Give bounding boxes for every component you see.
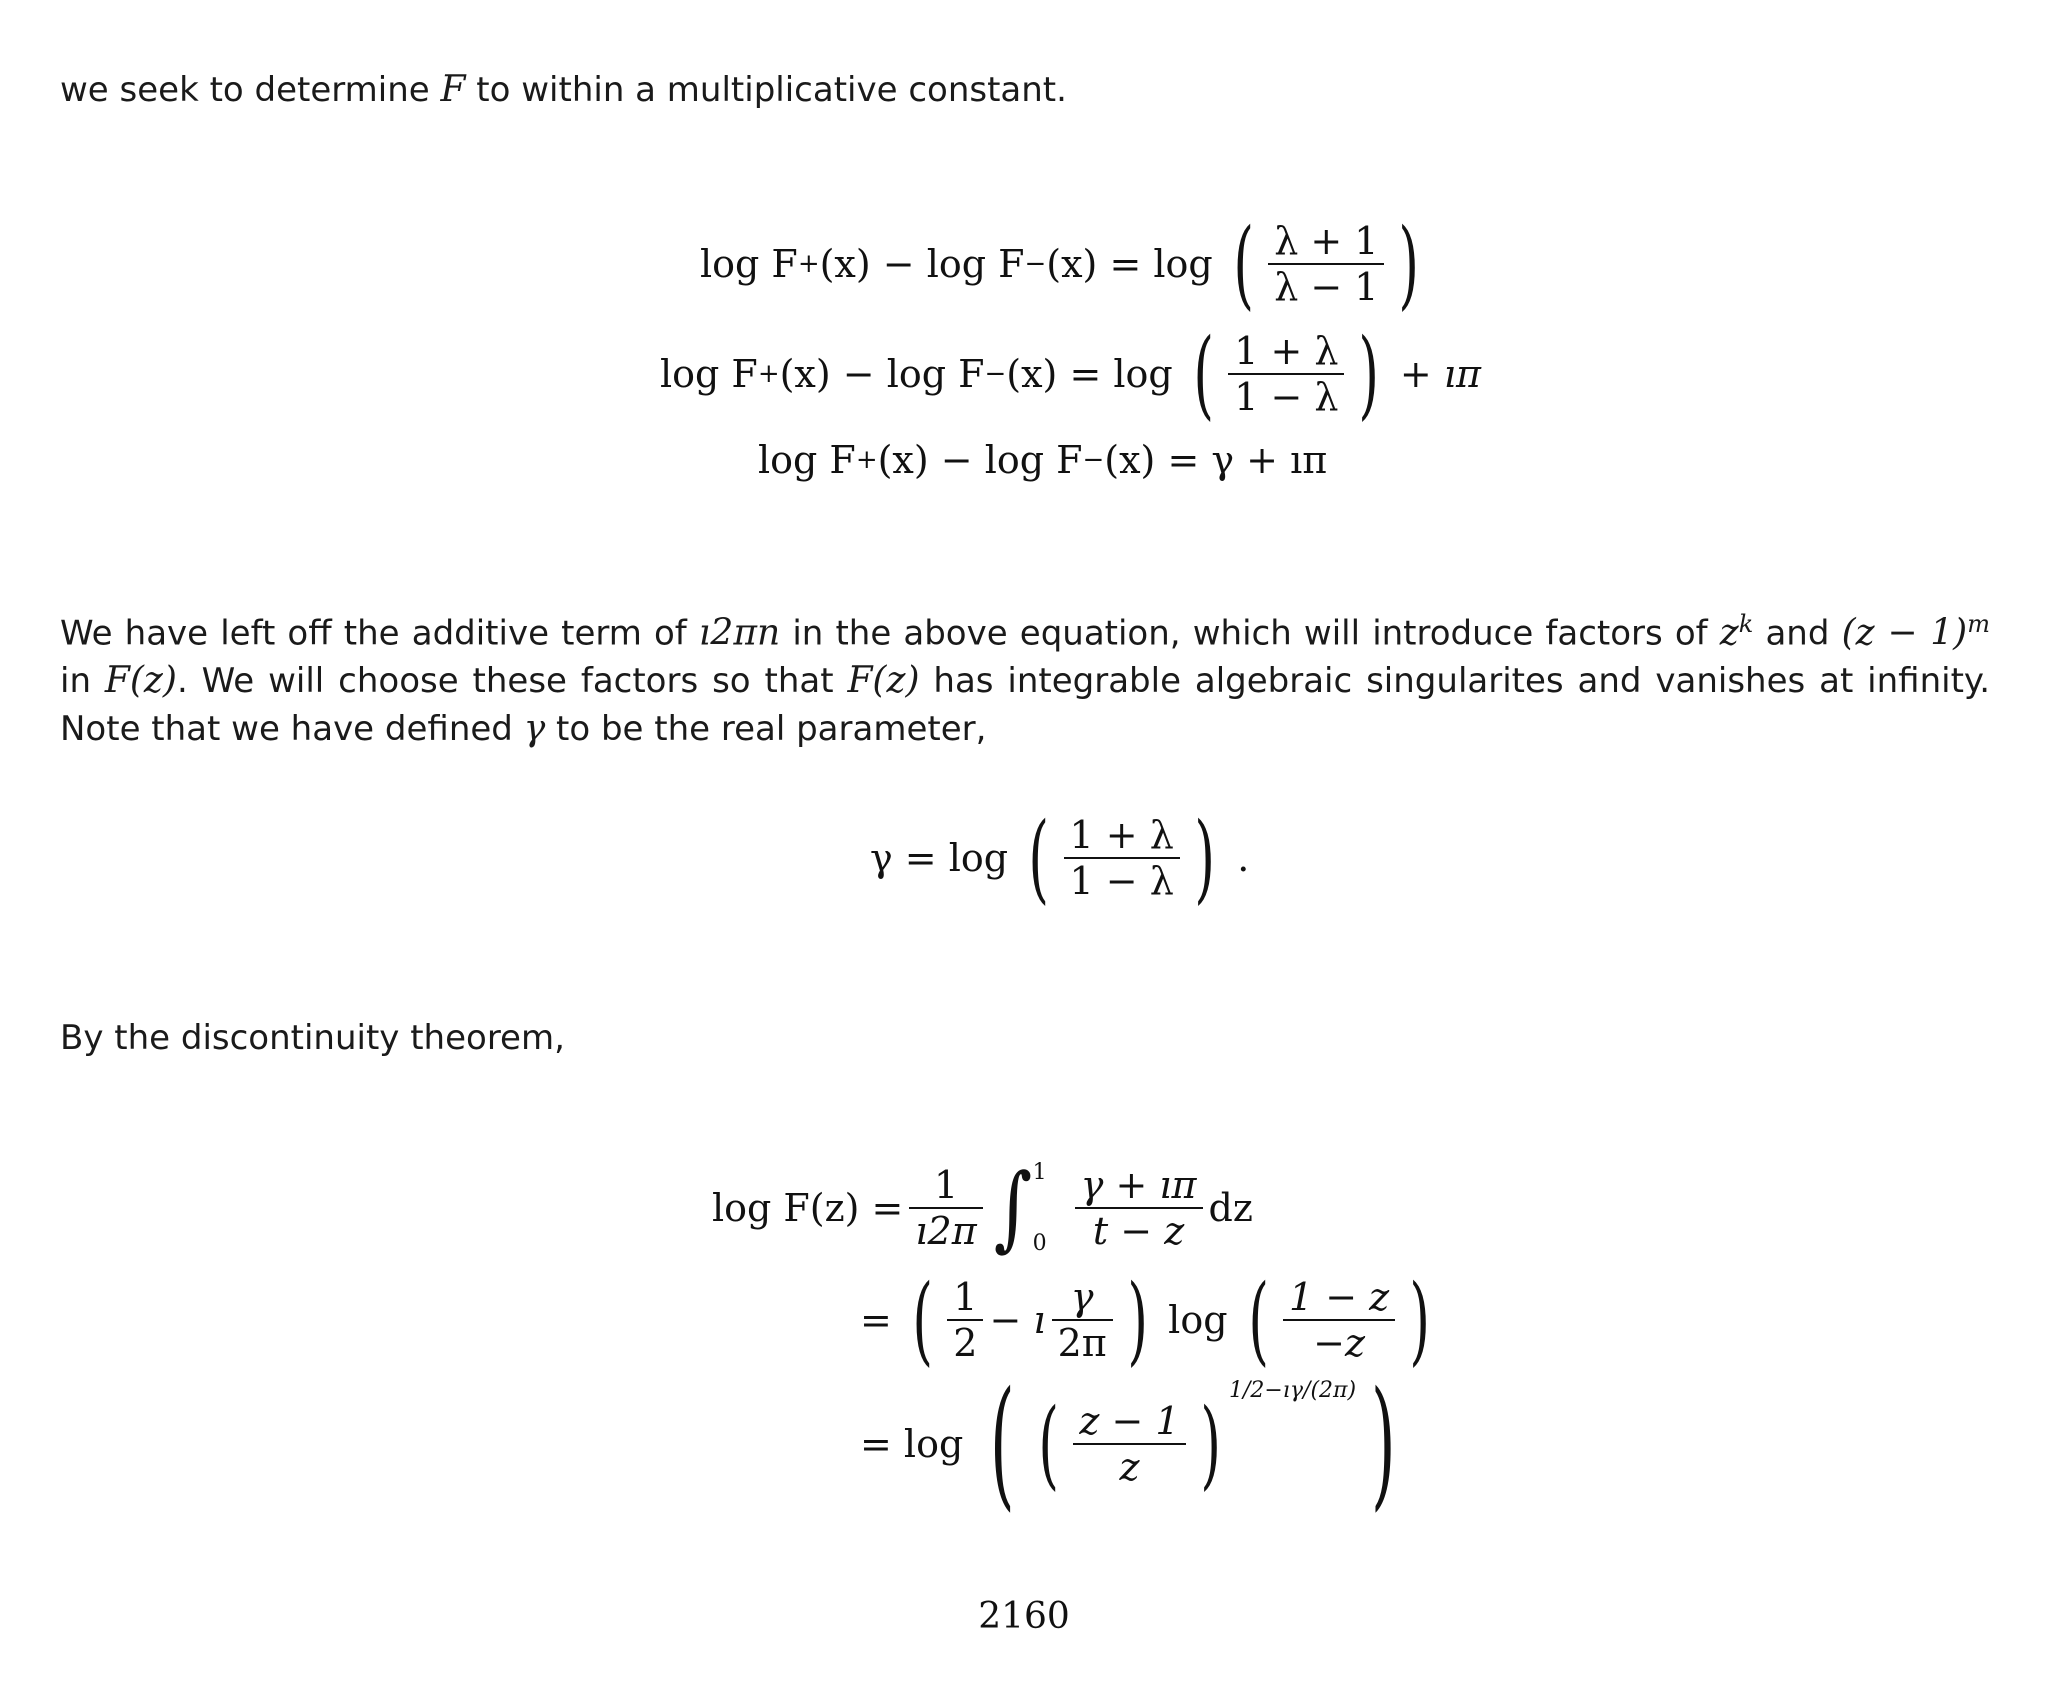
p2-text-5: . We will choose these factors so that xyxy=(176,661,848,702)
eq1-line-1 xyxy=(700,208,1428,320)
right-paren: ) xyxy=(1194,802,1215,914)
p2-text-1: We have left off the additive term of xyxy=(60,613,699,654)
p2-text-4: in xyxy=(60,661,105,702)
left-paren: ( xyxy=(1193,318,1214,430)
eq1-l3-sup-minus: − xyxy=(1082,445,1105,475)
eq3-line-1 xyxy=(712,1154,1253,1261)
frac-numerator: γ xyxy=(1070,1275,1094,1319)
outer-right-paren: ) xyxy=(1371,1362,1396,1525)
eq3-line-3 xyxy=(860,1362,1411,1525)
p2-text-3: and xyxy=(1753,613,1842,654)
math-exp-k: k xyxy=(1738,610,1754,638)
frac-denominator: 2 xyxy=(953,1321,978,1365)
frac-denominator: t − z xyxy=(1092,1209,1185,1253)
frac-numerator: λ + 1 xyxy=(1274,219,1379,263)
frac-numerator: 1 + λ xyxy=(1069,813,1174,857)
eq1-line-2 xyxy=(660,318,1481,430)
eq3-l2-log: log xyxy=(1168,1298,1228,1342)
frac-numerator: z − 1 xyxy=(1079,1399,1180,1443)
lower-limit: 0 xyxy=(1032,1231,1047,1256)
intro-text-2: to within a multiplicative constant. xyxy=(465,70,1067,110)
eq1-l2-sup-plus: + xyxy=(757,359,780,389)
frac-numerator: γ + ıπ xyxy=(1080,1163,1197,1207)
eq1-l1-sup-minus: − xyxy=(1024,249,1047,279)
paragraph-additive-term xyxy=(60,600,1990,753)
equation-gamma-definition xyxy=(0,802,2048,920)
eq3-l2-eq: = xyxy=(860,1298,892,1342)
eq1-l3-lhs: log F xyxy=(758,438,856,482)
left-paren: ( xyxy=(1247,1264,1269,1376)
left-paren: ( xyxy=(1028,802,1050,914)
eq3-l1-frac-1 xyxy=(909,1163,982,1253)
frac-denominator: 1 − λ xyxy=(1069,859,1174,903)
eq1-l2-tail: + ıπ xyxy=(1399,352,1481,396)
intro-text-1: we seek to determine xyxy=(60,70,441,110)
right-paren: ) xyxy=(1127,1264,1148,1376)
frac-numerator: 1 xyxy=(933,1163,959,1207)
right-paren: ) xyxy=(1398,208,1420,320)
eq1-l1-rest: (x) = log xyxy=(1046,242,1213,286)
eq3-l3-exponent: 1/2−ıγ/(2π) xyxy=(1229,1378,1357,1403)
eq1-l2-sup-minus: − xyxy=(984,359,1007,389)
eq3-l1-dz: dz xyxy=(1208,1186,1253,1230)
eq1-l3-mid: (x) − log F xyxy=(877,438,1083,482)
eq1-l2-mid: (x) − log F xyxy=(779,352,985,396)
math-F: F xyxy=(440,69,466,110)
eq1-l3-rest: (x) = γ + ıπ xyxy=(1104,438,1328,482)
paragraph-intro xyxy=(60,66,1990,114)
eq3-l1-frac-2 xyxy=(1075,1163,1203,1253)
left-paren: ( xyxy=(1233,208,1254,320)
eq1-l2-rest: (x) = log xyxy=(1006,352,1173,396)
integral-sign: ∫ xyxy=(993,1154,1032,1261)
eq2-period: . xyxy=(1237,836,1250,880)
eq1-l3-sup-plus: + xyxy=(855,445,878,475)
paragraph-discontinuity xyxy=(60,1014,1990,1062)
eq3-l2-frac-a xyxy=(947,1275,983,1365)
math-gamma: γ xyxy=(523,708,546,750)
frac-numerator: 1 + λ xyxy=(1234,329,1339,373)
eq1-l1-mid: (x) − log F xyxy=(819,242,1025,286)
outer-left-paren: ( xyxy=(990,1362,1015,1525)
eq1-line-3 xyxy=(758,438,1327,482)
frac-numerator: 1 xyxy=(953,1275,978,1319)
eq3-l2-frac-b xyxy=(1052,1275,1113,1365)
eq2-row xyxy=(870,802,1250,914)
eq1-l1-fraction xyxy=(1268,219,1384,309)
eq1-l2-fraction xyxy=(1228,329,1344,419)
eq3-l3-eq-log: = log xyxy=(860,1422,964,1466)
eq3-line-2 xyxy=(860,1264,1439,1376)
math-z-minus-1: (z − 1) xyxy=(1841,612,1968,654)
math-Fz: F(z) xyxy=(104,660,177,702)
inner-left-paren: ( xyxy=(1038,1388,1059,1500)
eq2-fraction xyxy=(1064,813,1180,903)
eq3-l2-frac-c xyxy=(1283,1275,1395,1365)
p2-text-7: to be the real parameter, xyxy=(545,709,987,750)
frac-denominator: 2π xyxy=(1057,1321,1107,1365)
frac-numerator: 1 − z xyxy=(1288,1275,1390,1319)
inner-right-paren: ) xyxy=(1199,1388,1221,1500)
p2-text-2: in the above equation, which will introduce factors of xyxy=(780,613,1720,654)
eq1-l1-sup-plus: + xyxy=(797,249,820,279)
page-number: 2160 xyxy=(978,1596,1070,1637)
p3-text: By the discontinuity theorem, xyxy=(60,1018,565,1058)
math-exp-m: m xyxy=(1967,610,1990,638)
eq3-l3-fraction xyxy=(1073,1399,1185,1489)
p2-text-6: has integrable algebraic singularites and vanishes at infinity. Note that we have defined xyxy=(60,661,1991,750)
equation-block-3 xyxy=(0,1154,2048,1525)
eq2-lhs: γ = log xyxy=(870,836,1009,880)
eq3-l1-lhs: log F(z) = xyxy=(712,1186,904,1230)
right-paren: ) xyxy=(1358,318,1380,430)
left-paren: ( xyxy=(912,1264,933,1376)
equation-block-1 xyxy=(0,200,2048,500)
frac-denominator: ı2π xyxy=(915,1209,977,1253)
eq1-l1-lhs: log F xyxy=(700,242,798,286)
frac-denominator: λ − 1 xyxy=(1274,265,1379,309)
math-Fz: F(z) xyxy=(847,660,920,702)
right-paren: ) xyxy=(1409,1264,1431,1376)
integral-limits xyxy=(1033,1160,1047,1256)
upper-limit: 1 xyxy=(1032,1160,1047,1185)
eq1-l2-lhs: log F xyxy=(660,352,758,396)
math-i2pin: ı2πn xyxy=(698,612,781,654)
frac-denominator: −z xyxy=(1313,1321,1366,1365)
frac-denominator: 1 − λ xyxy=(1234,375,1339,419)
math-z: z xyxy=(1719,612,1739,654)
eq3-l2-minus-i: − ı xyxy=(989,1298,1046,1342)
frac-denominator: z xyxy=(1119,1445,1140,1489)
